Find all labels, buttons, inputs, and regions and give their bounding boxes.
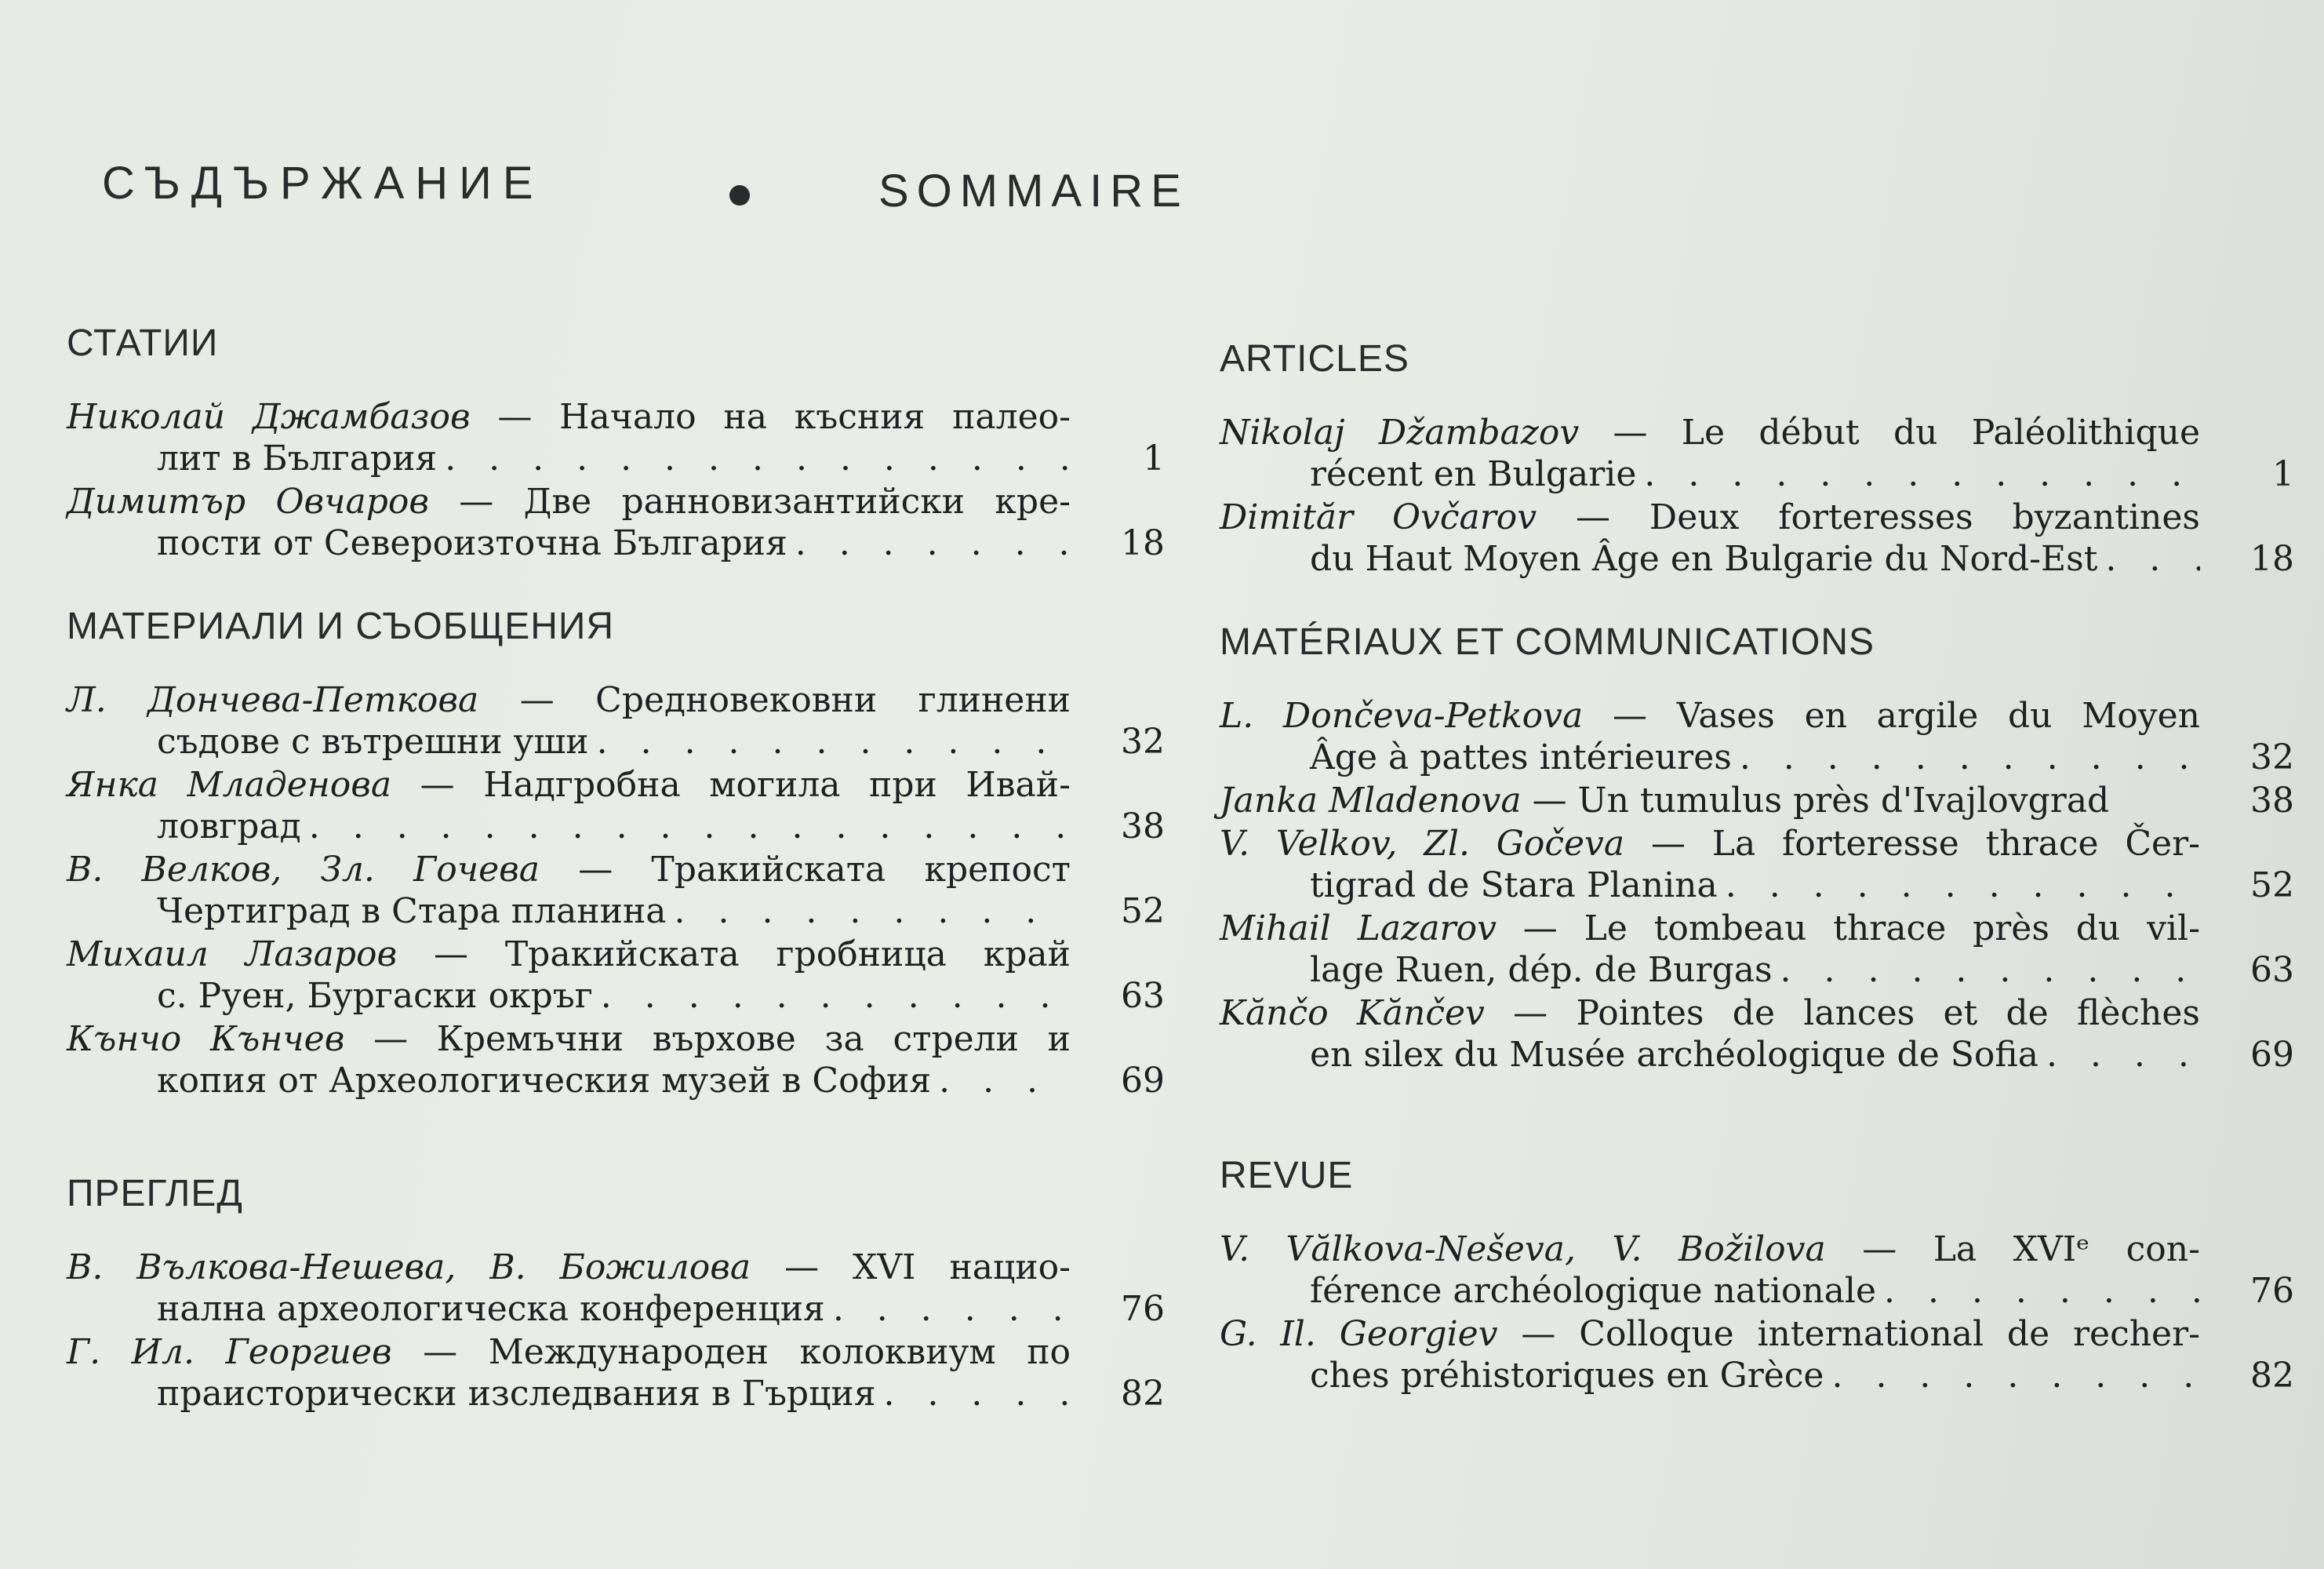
entry-title-line1: — Тракийската гробница край [397,934,1071,974]
entry-author: G. Il. Georgiev [1220,1314,1498,1354]
leader-dots [1876,1270,2200,1312]
entry-page-number: 38 [2250,781,2294,821]
entry-author: Николай Джамбазов [67,397,471,437]
toc-entry[interactable] [1220,1229,2294,1312]
toc-entry[interactable] [1220,1313,2294,1396]
entry-author: Nikolaj Džambazov [1220,413,1580,453]
entry-author: Dimităr Ovčarov [1220,497,1537,537]
toc-entry[interactable] [1220,695,2294,778]
entry-title-line1: — Кремъчни върхове за стрели и [344,1019,1071,1059]
entry-title-line2: récent en Bulgarie [1310,454,1637,494]
leader-dots [875,1373,1071,1414]
section-heading: ПРЕГЛЕД [67,1173,243,1214]
section-articles-ru [67,322,1165,564]
entry-title-line1: — Средновековни глинени [478,680,1071,720]
entry-title-line1: — La forteresse thrace Čer- [1624,824,2200,864]
toc-entry[interactable] [67,1331,1165,1414]
section-heading: СТАТИИ [67,322,219,364]
leader-dots [825,1288,1071,1330]
entry-title-line1: — Тракийската крепост [540,850,1071,890]
leader-dots [1732,737,2200,778]
french-column [1220,337,2294,1398]
entry-page-number: 69 [1121,1061,1165,1101]
entry-page-number: 63 [1121,976,1165,1016]
entry-title-line1: — Две ранновизантийски кре- [429,482,1071,522]
leader-dots [2039,1034,2200,1076]
section-review-ru [67,1172,1165,1414]
entry-page-number: 76 [1121,1289,1165,1329]
entry-page-number: 18 [2250,539,2294,579]
entry-title-line1: — Международен колоквиум по [391,1332,1071,1372]
leader-dots [301,806,1071,847]
toc-entry[interactable] [1220,823,2294,906]
entry-title-line2: копия от Археологическия музей в София [157,1061,932,1101]
toc-entry[interactable] [67,1018,1165,1101]
entry-title-line2: ches préhistoriques en Grèce [1310,1356,1824,1396]
leader-dots [593,975,1071,1017]
section-articles-fr [1220,337,2294,580]
leader-dots [437,438,1071,479]
entry-author: L. Dončeva-Petkova [1220,696,1584,736]
section-materials-fr [1220,621,2294,1076]
title-french: SOMMAIRE [878,166,1189,217]
toc-entry[interactable] [67,481,1165,564]
entry-page-number: 1 [2272,454,2294,494]
entry-title-line2: пости от Североизточна България [157,523,787,563]
entry-page-number: 82 [1121,1374,1165,1414]
entry-page-number: 38 [1121,806,1165,846]
entry-author: В. Велков, Зл. Гочева [67,850,540,890]
entry-title-line2: съдове с вътрешни уши [157,722,589,762]
entry-author: Михаил Лазаров [67,934,398,974]
entry-author: Janka Mladenova [1220,781,1522,821]
section-heading: REVUE [1220,1155,1354,1196]
leader-dots [589,721,1071,763]
entry-title-line2: du Haut Moyen Âge en Bulgarie du Nord-Est [1310,539,2098,579]
entry-author: Г. Ил. Георгиев [67,1332,392,1372]
section-heading: ARTICLES [1220,338,1409,380]
entry-title-line1: — Un tumulus près d'Ivajlovgrad [1521,781,2110,821]
toc-entry[interactable] [1220,412,2294,495]
title-separator-dot [729,185,750,206]
toc-entry[interactable] [1220,780,2294,821]
entry-title-line1: — Надгробна могила при Ивай- [391,765,1071,805]
leader-dots [1824,1355,2200,1396]
entry-title-line1: — Colloque international de recher- [1497,1314,2200,1354]
entry-title-line2: Âge à pattes intérieures [1310,737,1732,777]
entry-title-line2: Чертиград в Стара планина [157,891,667,931]
entry-title-line2: tigrad de Stara Planina [1310,865,1718,905]
entry-page-number: 18 [1121,523,1165,563]
toc-entry[interactable] [67,679,1165,763]
entry-page-number: 82 [2250,1356,2294,1396]
entry-title-line1: — XVI нацио- [751,1247,1071,1287]
entry-title-line1: — Deux forteresses byzantines [1537,497,2200,537]
leader-dots [1636,453,2200,495]
toc-entry[interactable] [67,396,1165,479]
section-review-fr [1220,1154,2294,1396]
entry-title-line1: — Le tombeau thrace près du vil- [1496,908,2200,948]
entry-title-line1: — Pointes de lances et de flèches [1484,993,2200,1033]
toc-entry[interactable] [67,1247,1165,1330]
entry-page-number: 52 [1121,891,1165,931]
entry-title-line1: — Vases en argile du Moyen [1583,696,2201,736]
bulgarian-column [67,322,1165,1416]
entry-author: Kănčo Kănčev [1220,993,1485,1033]
entry-author: Янка Младенова [67,765,392,805]
entry-page-number: 76 [2250,1271,2294,1311]
leader-dots [787,522,1071,564]
entry-page-number: 32 [2250,737,2294,777]
toc-entry[interactable] [67,849,1165,932]
entry-page-number: 32 [1121,722,1165,762]
toc-entry[interactable] [1220,908,2294,991]
entry-title-line2: ловград [157,806,301,846]
leader-dots [667,890,1071,932]
section-materials-ru [67,605,1165,1101]
entry-author: Кънчо Кънчев [67,1019,345,1059]
toc-entry[interactable] [67,764,1165,847]
leader-dots [931,1060,1071,1101]
entry-author: V. Vălkova-Neševa, V. Božilova [1220,1229,1826,1269]
entry-title-line2: lage Ruen, dép. de Burgas [1310,950,1773,990]
toc-entry[interactable] [1220,497,2294,580]
entry-page-number: 69 [2250,1035,2294,1075]
title-bulgarian: СЪДЪРЖАНИЕ [102,158,544,209]
entry-title-line2: лит в България [157,439,438,479]
toc-entry[interactable] [1220,992,2294,1076]
entry-author: Димитър Овчаров [67,482,429,522]
entry-author: Mihail Lazarov [1220,908,1497,948]
entry-page-number: 1 [1143,439,1165,479]
entry-page-number: 63 [2250,950,2294,990]
entry-title-line2: с. Руен, Бургаски окръг [157,976,593,1016]
entry-title-line1: — Начало на късния палео- [470,397,1071,437]
toc-entry[interactable] [67,934,1165,1017]
leader-dots [1718,865,2200,906]
section-heading: MATÉRIAUX ET COMMUNICATIONS [1220,621,1875,663]
entry-title-line1: — La XVIᵉ con- [1825,1229,2200,1269]
entry-title-line2: праисторически изследвания в Гърция [157,1374,876,1414]
entry-author: V. Velkov, Zl. Gočeva [1220,824,1625,864]
entry-page-number: 52 [2250,865,2294,905]
entry-title-line2: нална археологическа конференция [157,1289,825,1329]
entry-title-line2: férence archéologique nationale [1310,1271,1877,1311]
section-heading: МАТЕРИАЛИ И СЪОБЩЕНИЯ [67,606,615,647]
entry-author: В. Вълкова-Нешева, В. Божилова [67,1247,751,1287]
entry-author: Л. Дончева-Петкова [67,680,479,720]
leader-dots [1773,949,2200,991]
entry-title-line1: — Le début du Paléolithique [1579,413,2201,453]
entry-title-line2: en silex du Musée archéologique de Sofia [1310,1035,2039,1075]
leader-dots [2097,538,2200,580]
